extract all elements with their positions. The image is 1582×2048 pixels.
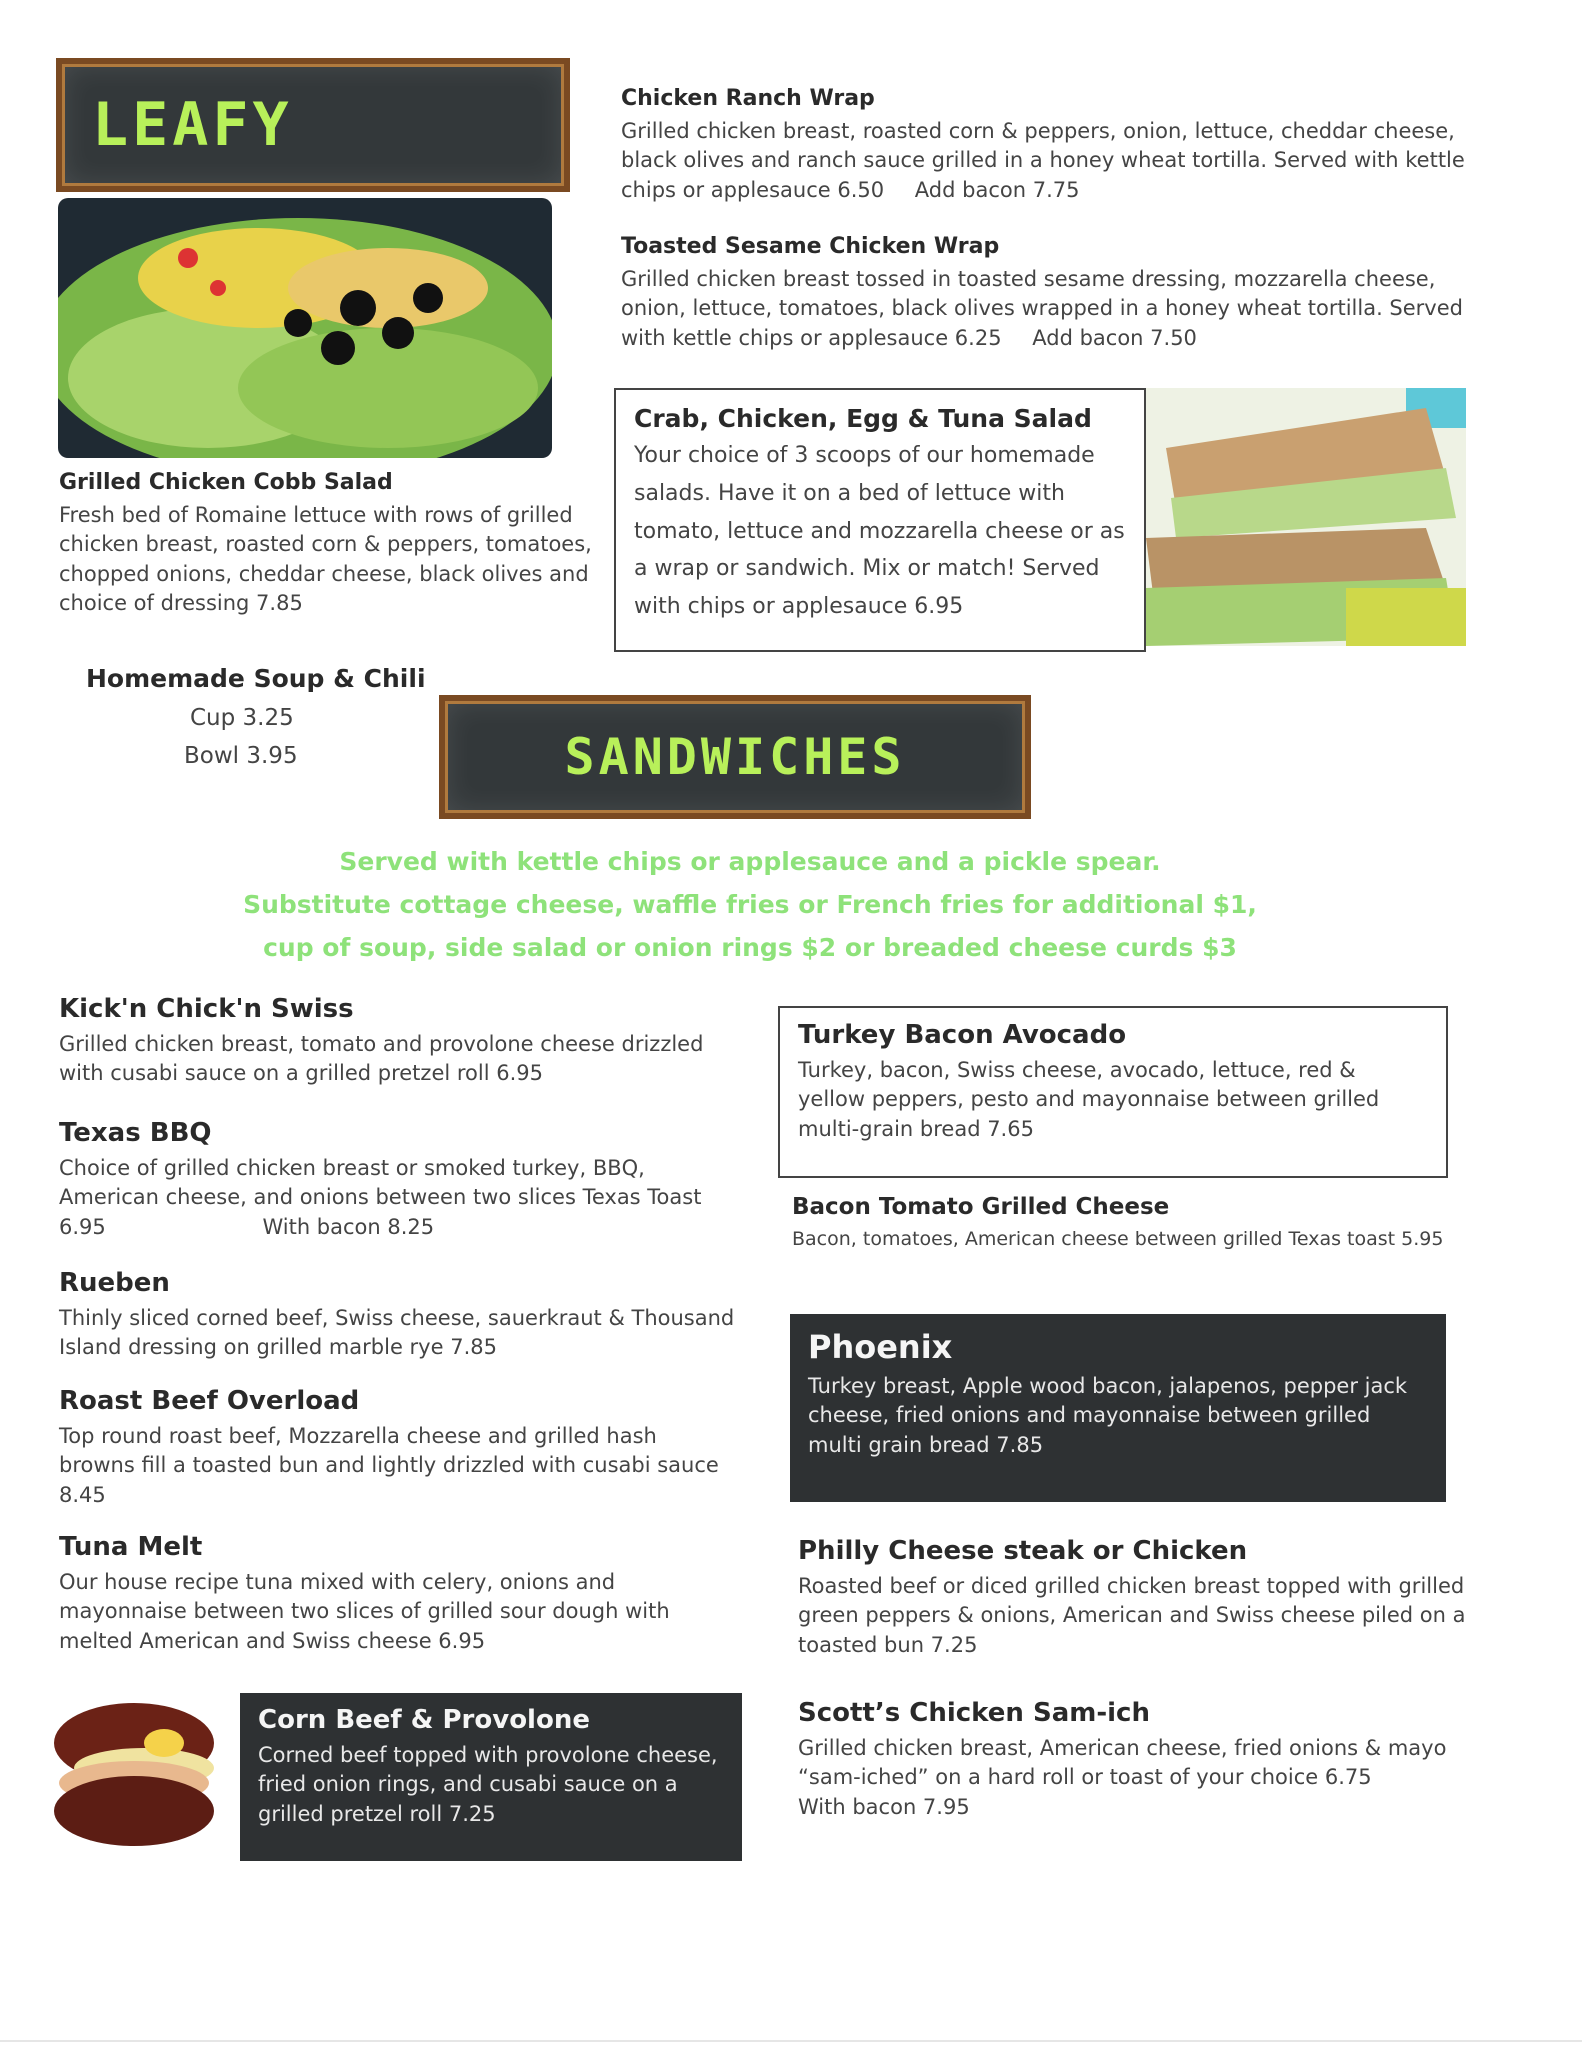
sandwiches-header: SANDWICHES [564, 728, 906, 786]
soup-item [86, 664, 426, 769]
sandwich-left-item [59, 1532, 739, 1656]
sandwich-left-item [59, 1268, 739, 1363]
sandwich-left-desc: Top round roast beef, Mozzarella cheese and grilled hash browns fill a toasted bun and lightly drizzled with cusabi sauce 8.45 [59, 1424, 719, 1507]
sandwich-left-title: Kick'n Chick'n Swiss [59, 994, 354, 1024]
sandwich-left-title: Roast Beef Overload [59, 1386, 360, 1416]
sandwich-left-desc: Grilled chicken breast, tomato and provolone cheese drizzled with cusabi sauce on a grilled pretzel roll 6.95 [59, 1032, 704, 1086]
soup-cup: Cup 3.25 [190, 705, 294, 731]
turkey-desc: Turkey, bacon, Swiss cheese, avocado, lettuce, red & yellow peppers, pesto and mayonnaise between grilled multi-grain bread 7.65 [798, 1058, 1380, 1141]
sandwiches-note-line-3: cup of soup, side salad or onion rings $2 or breaded cheese curds $3 [263, 933, 1237, 962]
scott-extra: With bacon 7.95 [798, 1794, 970, 1819]
leafy-header: LEAFY [92, 90, 293, 160]
sesame-wrap-desc: Grilled chicken breast tossed in toasted sesame dressing, mozzarella cheese, onion, lettuce, tomatoes, black olives wrapped in a honey wheat tortilla. Served with kettle chips or applesauce 6.25 [621, 267, 1463, 350]
ranch-wrap-title: Chicken Ranch Wrap [621, 86, 875, 111]
cobb-salad-photo [58, 198, 552, 458]
sandwich-left-desc: Choice of grilled chicken breast or smoked turkey, BBQ, American cheese, and onions between two slices Texas Toast 6.95 [59, 1156, 702, 1239]
sesame-wrap-item [621, 234, 1501, 353]
sandwich-left-title: Tuna Melt [59, 1532, 203, 1562]
sandwich-left-extra: With bacon 8.25 [262, 1214, 435, 1239]
phoenix-desc: Turkey breast, Apple wood bacon, jalapenos, pepper jack cheese, fried onions and mayonnaise between grilled multi grain bread 7.85 [808, 1374, 1408, 1457]
sandwiches-note [200, 840, 1300, 969]
scott-desc: Grilled chicken breast, American cheese, fried onions & mayo “sam-iched” on a hard roll or toast of your choice 6.75 [798, 1736, 1447, 1790]
corn-beef-panel [240, 1693, 742, 1861]
scott-title: Scott’s Chicken Sam-ich [798, 1698, 1150, 1728]
soup-title: Homemade Soup & Chili [86, 664, 426, 693]
btgc-desc: Bacon, tomatoes, American cheese between grilled Texas toast 5.95 [792, 1228, 1444, 1250]
scott-item [798, 1698, 1498, 1822]
salad-box-title: Crab, Chicken, Egg & Tuna Salad [634, 404, 1092, 433]
btgc-title: Bacon Tomato Grilled Cheese [792, 1194, 1170, 1220]
salad-box [614, 388, 1146, 652]
cobb-salad-title: Grilled Chicken Cobb Salad [59, 470, 393, 495]
philly-desc: Roasted beef or diced grilled chicken breast topped with grilled green peppers & onions, American and Swiss cheese piled on a toasted bun 7.25 [798, 1574, 1466, 1657]
sandwich-left-title: Texas BBQ [59, 1118, 212, 1148]
cobb-salad-desc: Fresh bed of Romaine lettuce with rows of grilled chicken breast, roasted corn & peppers, tomatoes, chopped onions, cheddar cheese, black olives and choice of dressing 7.85 [59, 503, 592, 616]
sandwiches-note-line-2: Substitute cottage cheese, waffle fries or French fries for additional $1, [243, 890, 1257, 919]
salad-sandwich-photo [1146, 388, 1466, 646]
sandwich-left-desc: Our house recipe tuna mixed with celery, onions and mayonnaise between two slices of grilled sour dough with melted American and Swiss cheese 6.95 [59, 1570, 670, 1653]
turkey-title: Turkey Bacon Avocado [798, 1020, 1127, 1050]
sesame-wrap-bacon: Add bacon 7.50 [1032, 325, 1197, 350]
phoenix-panel [790, 1314, 1446, 1502]
phoenix-title: Phoenix [808, 1328, 953, 1366]
ranch-wrap-item [621, 86, 1501, 205]
philly-title: Philly Cheese steak or Chicken [798, 1536, 1248, 1566]
ranch-wrap-desc: Grilled chicken breast, roasted corn & peppers, onion, lettuce, cheddar cheese, black olives and ranch sauce grilled in a honey wheat tortilla. Served with kettle chips or applesauce 6.50 [621, 119, 1465, 202]
btgc-item [792, 1194, 1452, 1253]
leafy-header-board [56, 58, 570, 192]
page-bottom-edge [0, 2040, 1582, 2042]
corn-beef-title: Corn Beef & Provolone [258, 1705, 590, 1735]
philly-item [798, 1536, 1498, 1660]
sandwiches-note-line-1: Served with kettle chips or applesauce and a pickle spear. [339, 847, 1161, 876]
sandwich-left-item [59, 1386, 739, 1510]
sandwich-left-title: Rueben [59, 1268, 170, 1298]
sesame-wrap-title: Toasted Sesame Chicken Wrap [621, 234, 1000, 259]
corn-beef-photo [34, 1693, 234, 1851]
sandwiches-header-board [439, 695, 1031, 819]
corn-beef-desc: Corned beef topped with provolone cheese, fried onion rings, and cusabi sauce on a grilled pretzel roll 7.25 [258, 1743, 718, 1826]
cobb-salad-item [59, 470, 607, 619]
sandwich-left-item [59, 994, 739, 1089]
salad-box-desc: Your choice of 3 scoops of our homemade salads. Have it on a bed of lettuce with tomato, lettuce and mozzarella cheese or as a wrap or sandwich. Mix or match! Served with chips or applesauce 6.95 [634, 443, 1125, 620]
sandwich-left-desc: Thinly sliced corned beef, Swiss cheese, sauerkraut & Thousand Island dressing on grilled marble rye 7.85 [59, 1306, 735, 1360]
soup-bowl: Bowl 3.95 [184, 743, 298, 769]
sandwich-left-item [59, 1118, 739, 1242]
turkey-box [778, 1006, 1448, 1178]
ranch-wrap-bacon: Add bacon 7.75 [914, 177, 1080, 202]
